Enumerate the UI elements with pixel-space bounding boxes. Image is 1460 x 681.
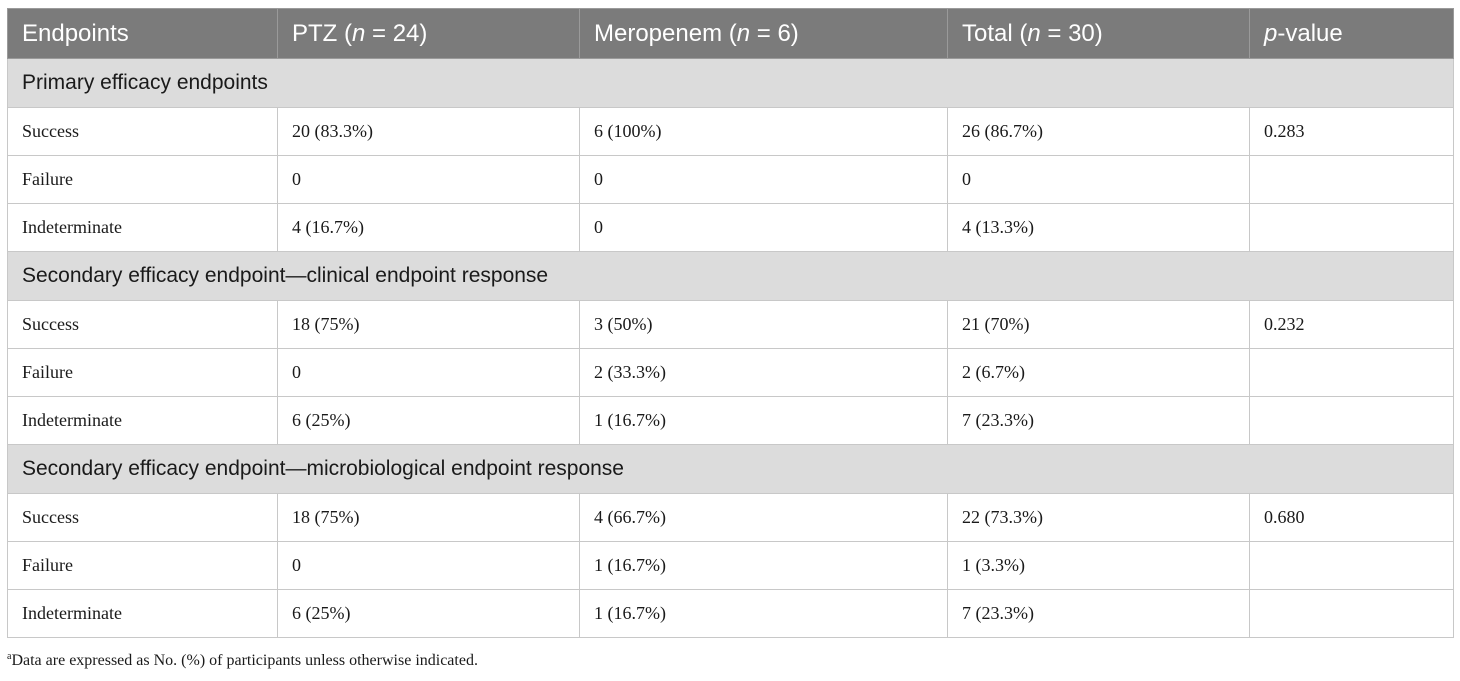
section-header-row [8,445,1454,494]
cell-ptz: 6 (25%) [278,397,580,445]
cell-total: 0 [948,156,1250,204]
header-meropenem: Meropenem (n = 6) [580,9,948,59]
table-row [8,349,1454,397]
cell-p-value [1250,542,1454,590]
table-row [8,301,1454,349]
cell-p-value: 0.680 [1250,494,1454,542]
cell-total: 2 (6.7%) [948,349,1250,397]
footnote-text: Data are expressed as No. (%) of participants unless otherwise indicated. [11,652,478,669]
cell-p-value [1250,204,1454,252]
header-total: Total (n = 30) [948,9,1250,59]
cell-meropenem: 2 (33.3%) [580,349,948,397]
cell-p-value: 0.232 [1250,301,1454,349]
cell-ptz: 20 (83.3%) [278,108,580,156]
section-title: Primary efficacy endpoints [8,59,1454,108]
header-ptz: PTZ (n = 24) [278,9,580,59]
cell-p-value [1250,349,1454,397]
cell-endpoint: Failure [8,349,278,397]
cell-p-value: 0.283 [1250,108,1454,156]
table-row [8,590,1454,638]
cell-meropenem: 6 (100%) [580,108,948,156]
cell-p-value [1250,156,1454,204]
cell-total: 26 (86.7%) [948,108,1250,156]
cell-endpoint: Indeterminate [8,397,278,445]
table-row [8,156,1454,204]
section-header-row [8,252,1454,301]
cell-ptz: 0 [278,156,580,204]
cell-meropenem: 0 [580,156,948,204]
cell-endpoint: Success [8,301,278,349]
section-title: Secondary efficacy endpoint—microbiological endpoint response [8,445,1454,494]
table-row [8,108,1454,156]
efficacy-endpoints-table [7,8,1454,638]
cell-meropenem: 3 (50%) [580,301,948,349]
header-endpoints: Endpoints [8,9,278,59]
cell-endpoint: Success [8,108,278,156]
cell-total: 21 (70%) [948,301,1250,349]
cell-meropenem: 1 (16.7%) [580,397,948,445]
cell-ptz: 0 [278,349,580,397]
cell-endpoint: Indeterminate [8,204,278,252]
cell-meropenem: 1 (16.7%) [580,542,948,590]
cell-p-value [1250,590,1454,638]
cell-endpoint: Failure [8,156,278,204]
table-row [8,494,1454,542]
table-row [8,542,1454,590]
table-header-row [8,9,1454,59]
cell-endpoint: Success [8,494,278,542]
footnote-marker: a [7,651,12,662]
cell-total: 22 (73.3%) [948,494,1250,542]
section-header-row [8,59,1454,108]
cell-meropenem: 4 (66.7%) [580,494,948,542]
cell-endpoint: Indeterminate [8,590,278,638]
table-row [8,397,1454,445]
cell-p-value [1250,397,1454,445]
cell-total: 1 (3.3%) [948,542,1250,590]
section-title: Secondary efficacy endpoint—clinical endpoint response [8,252,1454,301]
cell-total: 4 (13.3%) [948,204,1250,252]
cell-ptz: 18 (75%) [278,494,580,542]
table-row [8,204,1454,252]
cell-total: 7 (23.3%) [948,397,1250,445]
table-footnote [7,651,478,670]
cell-ptz: 0 [278,542,580,590]
cell-meropenem: 1 (16.7%) [580,590,948,638]
cell-ptz: 4 (16.7%) [278,204,580,252]
header-p-value: p-value [1250,9,1454,59]
cell-total: 7 (23.3%) [948,590,1250,638]
cell-ptz: 18 (75%) [278,301,580,349]
results-table-container [7,8,1453,638]
cell-meropenem: 0 [580,204,948,252]
cell-endpoint: Failure [8,542,278,590]
cell-ptz: 6 (25%) [278,590,580,638]
